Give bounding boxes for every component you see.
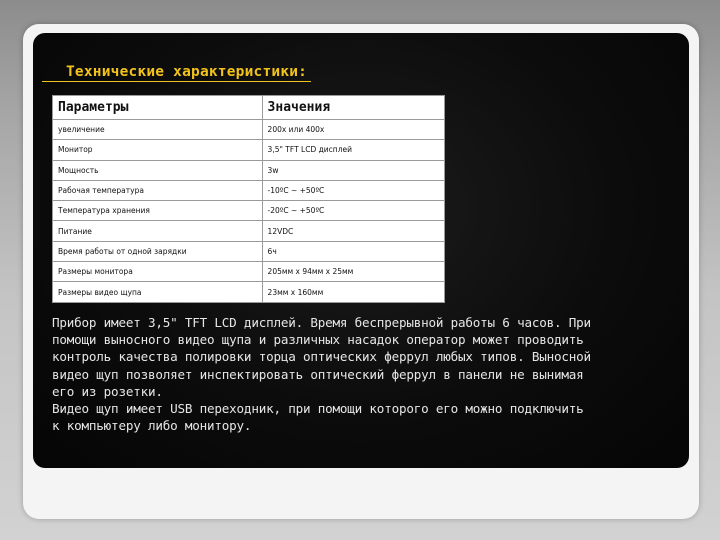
table-row: [53, 241, 445, 261]
value-cell: -20ºC ~ +50ºC: [262, 201, 444, 221]
table-row: [53, 180, 445, 200]
table-row: [53, 140, 445, 160]
header-parameters: Параметры: [53, 96, 263, 120]
value-cell: 200х или 400х: [262, 120, 444, 140]
description-text: [52, 314, 672, 434]
parameter-cell: Рабочая температура: [53, 180, 263, 200]
value-cell: -10ºC ~ +50ºC: [262, 180, 444, 200]
parameter-cell: Температура хранения: [53, 201, 263, 221]
table-row: [53, 201, 445, 221]
parameter-cell: Питание: [53, 221, 263, 241]
table-row: [53, 262, 445, 282]
spec-table: [52, 95, 445, 303]
header-values: Значения: [262, 96, 444, 120]
value-cell: 12VDC: [262, 221, 444, 241]
description-line: помощи выносного видео щупа и различных насадок оператор может проводить: [52, 332, 584, 348]
value-cell: 6ч: [262, 241, 444, 261]
parameter-cell: Время работы от одной зарядки: [53, 241, 263, 261]
description-line: Прибор имеет 3,5" TFT LCD дисплей. Время беспрерывной работы 6 часов. При: [52, 315, 591, 330]
table-row: [53, 282, 445, 302]
value-cell: 3w: [262, 160, 444, 180]
parameter-cell: Размеры монитора: [53, 262, 263, 282]
parameter-cell: Размеры видео щупа: [53, 282, 263, 302]
slide-title: Технические характеристики:: [42, 63, 311, 82]
table-row: [53, 221, 445, 241]
table-row: [53, 160, 445, 180]
description-line: контроль качества полировки торца оптических феррул любых типов. Выносной: [52, 349, 591, 365]
parameter-cell: Мощность: [53, 160, 263, 180]
parameter-cell: увеличение: [53, 120, 263, 140]
description-line: видео щуп позволяет инспектировать оптический феррул в панели не вынимая: [52, 366, 584, 382]
value-cell: 23мм х 160мм: [262, 282, 444, 302]
description-line: Видео щуп имеет USB переходник, при помощи которого его можно подключить: [52, 401, 584, 417]
table-row: [53, 120, 445, 140]
value-cell: 205мм х 94мм х 25мм: [262, 262, 444, 282]
description-line: его из розетки.: [52, 383, 163, 399]
table-header-row: [53, 96, 445, 120]
description-line: к компьютеру либо монитору.: [52, 418, 252, 434]
parameter-cell: Монитор: [53, 140, 263, 160]
value-cell: 3,5" TFT LCD дисплей: [262, 140, 444, 160]
